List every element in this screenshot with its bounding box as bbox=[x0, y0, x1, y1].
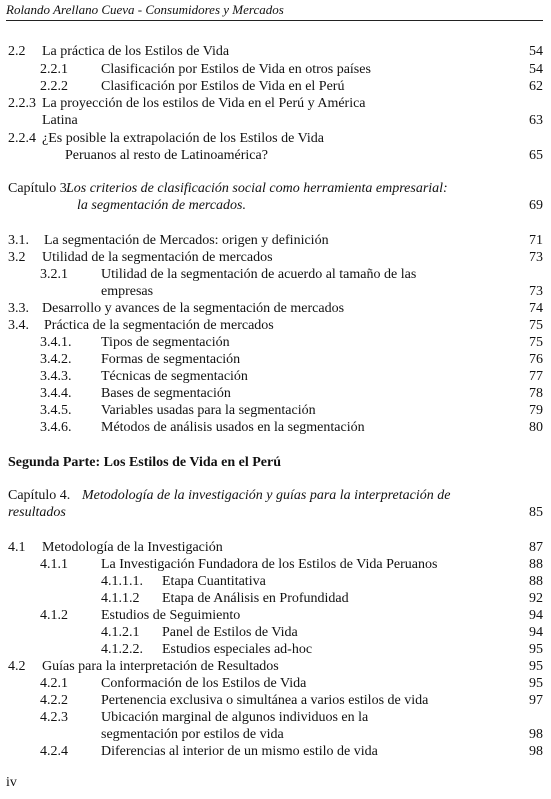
entry-number: 2.2 bbox=[8, 44, 26, 59]
page-number: 65 bbox=[529, 148, 543, 163]
toc-entry-continuation bbox=[0, 284, 551, 300]
entry-number: 2.2.4 bbox=[8, 131, 36, 146]
toc-entry bbox=[0, 369, 551, 385]
entry-number: 3.2 bbox=[8, 250, 26, 265]
entry-title: Diferencias al interior de un mismo estilo de vida bbox=[101, 744, 378, 759]
entry-number: 3.4.4. bbox=[40, 386, 72, 401]
entry-title-line2: Latina bbox=[42, 113, 78, 128]
toc-entry bbox=[0, 608, 551, 624]
entry-title: Métodos de análisis usados en la segmentación bbox=[101, 420, 365, 435]
page-number: 97 bbox=[529, 693, 543, 708]
entry-number: Capítulo 4. bbox=[8, 488, 71, 503]
entry-number: 4.1.2.2. bbox=[101, 642, 143, 657]
toc-entry bbox=[0, 335, 551, 351]
entry-title: Metodología de la investigación y guías para la interpretación de bbox=[82, 488, 451, 503]
entry-title: Clasificación por Estilos de Vida en el Perú bbox=[101, 79, 345, 94]
entry-number: 3.4.6. bbox=[40, 420, 72, 435]
page-number: 95 bbox=[529, 659, 543, 674]
entry-title: Los criterios de clasificación social como herramienta empresarial: bbox=[66, 181, 448, 196]
chapter-entry bbox=[0, 488, 551, 504]
entry-title: Técnicas de segmentación bbox=[101, 369, 248, 384]
chapter-entry bbox=[0, 181, 551, 197]
entry-title: Utilidad de la segmentación de acuerdo al tamaño de las bbox=[101, 267, 417, 282]
toc-entry bbox=[0, 352, 551, 368]
toc-entry bbox=[0, 420, 551, 436]
toc-entry bbox=[0, 96, 551, 112]
entry-number: 4.2.1 bbox=[40, 676, 68, 691]
entry-number: 2.2.2 bbox=[40, 79, 68, 94]
entry-number: 2.2.3 bbox=[8, 96, 36, 111]
toc-entry-continuation bbox=[0, 505, 551, 521]
entry-number: 2.2.1 bbox=[40, 62, 68, 77]
page-number: 73 bbox=[529, 250, 543, 265]
entry-title: ¿Es posible la extrapolación de los Estilos de Vida bbox=[42, 131, 324, 146]
entry-number: 4.1.2.1 bbox=[101, 625, 140, 640]
entry-number: 3.4.1. bbox=[40, 335, 72, 350]
page-number-footer: iv bbox=[6, 775, 17, 790]
entry-title: Variables usadas para la segmentación bbox=[101, 403, 316, 418]
entry-title: Tipos de segmentación bbox=[101, 335, 230, 350]
entry-number: 4.2.4 bbox=[40, 744, 68, 759]
entry-number: 3.4. bbox=[8, 318, 29, 333]
page-number: 87 bbox=[529, 540, 543, 555]
toc-entry bbox=[0, 267, 551, 283]
page-number: 95 bbox=[529, 642, 543, 657]
toc-entry bbox=[0, 710, 551, 726]
entry-number: 4.1.1 bbox=[40, 557, 68, 572]
page-number: 75 bbox=[529, 335, 543, 350]
page-number: 69 bbox=[529, 198, 543, 213]
toc-entry bbox=[0, 403, 551, 419]
entry-number: Capítulo 3. bbox=[8, 181, 71, 196]
entry-number: 3.3. bbox=[8, 301, 29, 316]
entry-title: Panel de Estilos de Vida bbox=[162, 625, 298, 640]
entry-number: 3.4.5. bbox=[40, 403, 72, 418]
toc-entry bbox=[0, 625, 551, 641]
page-number: 73 bbox=[529, 284, 543, 299]
entry-title-line2: resultados bbox=[8, 505, 66, 520]
toc-entry bbox=[0, 744, 551, 760]
entry-title: La segmentación de Mercados: origen y definición bbox=[44, 233, 329, 248]
running-header: Rolando Arellano Cueva - Consumidores y Mercados bbox=[6, 2, 543, 21]
entry-number: 3.4.3. bbox=[40, 369, 72, 384]
toc-entry bbox=[0, 131, 551, 147]
page-number: 95 bbox=[529, 676, 543, 691]
toc-entry bbox=[0, 44, 551, 60]
toc-entry bbox=[0, 79, 551, 95]
page-number: 54 bbox=[529, 44, 543, 59]
toc-entry bbox=[0, 233, 551, 249]
entry-title-line2: la segmentación de mercados. bbox=[77, 198, 246, 213]
page-number: 54 bbox=[529, 62, 543, 77]
entry-title: La práctica de los Estilos de Vida bbox=[42, 44, 230, 59]
entry-number: 4.1.2 bbox=[40, 608, 68, 623]
page-number: 78 bbox=[529, 386, 543, 401]
page-number: 62 bbox=[529, 79, 543, 94]
entry-title: Bases de segmentación bbox=[101, 386, 231, 401]
toc-entry bbox=[0, 557, 551, 573]
page-number: 74 bbox=[529, 301, 543, 316]
entry-title-line2: Peruanos al resto de Latinoamérica? bbox=[65, 148, 268, 163]
entry-number: 4.1.1.1. bbox=[101, 574, 143, 589]
entry-title: Estudios de Seguimiento bbox=[101, 608, 241, 623]
toc-entry bbox=[0, 386, 551, 402]
entry-title: La Investigación Fundadora de los Estilos de Vida Peruanos bbox=[101, 557, 438, 572]
entry-title: Formas de segmentación bbox=[101, 352, 241, 367]
entry-title-line2: segmentación por estilos de vida bbox=[101, 727, 284, 742]
entry-title: Conformación de los Estilos de Vida bbox=[101, 676, 307, 691]
page-number: 92 bbox=[529, 591, 543, 606]
page-number: 79 bbox=[529, 403, 543, 418]
entry-number: 4.2 bbox=[8, 659, 26, 674]
page-number: 80 bbox=[529, 420, 543, 435]
toc-entry-continuation bbox=[0, 148, 551, 164]
toc-entry bbox=[0, 574, 551, 590]
entry-title: Ubicación marginal de algunos individuos en la bbox=[101, 710, 369, 725]
entry-title: Etapa de Análisis en Profundidad bbox=[162, 591, 349, 606]
entry-title: Estudios especiales ad-hoc bbox=[162, 642, 313, 657]
part-heading bbox=[0, 455, 551, 471]
toc-entry bbox=[0, 318, 551, 334]
page-number: 85 bbox=[529, 505, 543, 520]
entry-number: 3.1. bbox=[8, 233, 29, 248]
page-number: 88 bbox=[529, 574, 543, 589]
toc-entry bbox=[0, 591, 551, 607]
entry-title: Desarrollo y avances de la segmentación de mercados bbox=[42, 301, 345, 316]
entry-number: 4.1 bbox=[8, 540, 26, 555]
toc-entry bbox=[0, 62, 551, 78]
entry-number: 4.2.3 bbox=[40, 710, 68, 725]
entry-title: Utilidad de la segmentación de mercados bbox=[42, 250, 273, 265]
page-number: 75 bbox=[529, 318, 543, 333]
entry-title: Metodología de la Investigación bbox=[42, 540, 223, 555]
toc-entry-continuation bbox=[0, 727, 551, 743]
entry-title-line2: empresas bbox=[101, 284, 154, 299]
page-number: 94 bbox=[529, 608, 543, 623]
entry-number: 4.1.1.2 bbox=[101, 591, 140, 606]
entry-title: Clasificación por Estilos de Vida en otros países bbox=[101, 62, 371, 77]
entry-title: Guías para la interpretación de Resultados bbox=[42, 659, 279, 674]
entry-title: Pertenencia exclusiva o simultánea a varios estilos de vida bbox=[101, 693, 429, 708]
toc-entry bbox=[0, 540, 551, 556]
entry-title: Segunda Parte: Los Estilos de Vida en el Perú bbox=[8, 455, 282, 470]
entry-title: Etapa Cuantitativa bbox=[162, 574, 266, 589]
entry-title: Práctica de la segmentación de mercados bbox=[44, 318, 274, 333]
page-number: 88 bbox=[529, 557, 543, 572]
entry-number: 4.2.2 bbox=[40, 693, 68, 708]
toc-entry bbox=[0, 676, 551, 692]
entry-number: 3.4.2. bbox=[40, 352, 72, 367]
page-number: 94 bbox=[529, 625, 543, 640]
page-number: 76 bbox=[529, 352, 543, 367]
toc-entry bbox=[0, 642, 551, 658]
entry-title: La proyección de los estilos de Vida en el Perú y América bbox=[42, 96, 366, 111]
toc-entry bbox=[0, 693, 551, 709]
page-number: 98 bbox=[529, 744, 543, 759]
entry-number: 3.2.1 bbox=[40, 267, 68, 282]
page-number: 98 bbox=[529, 727, 543, 742]
page-number: 77 bbox=[529, 369, 543, 384]
toc-entry bbox=[0, 301, 551, 317]
toc-entry bbox=[0, 659, 551, 675]
page-number: 63 bbox=[529, 113, 543, 128]
toc-entry-continuation bbox=[0, 113, 551, 129]
toc-entry bbox=[0, 250, 551, 266]
toc-entry-continuation bbox=[0, 198, 551, 214]
page-number: 71 bbox=[529, 233, 543, 248]
